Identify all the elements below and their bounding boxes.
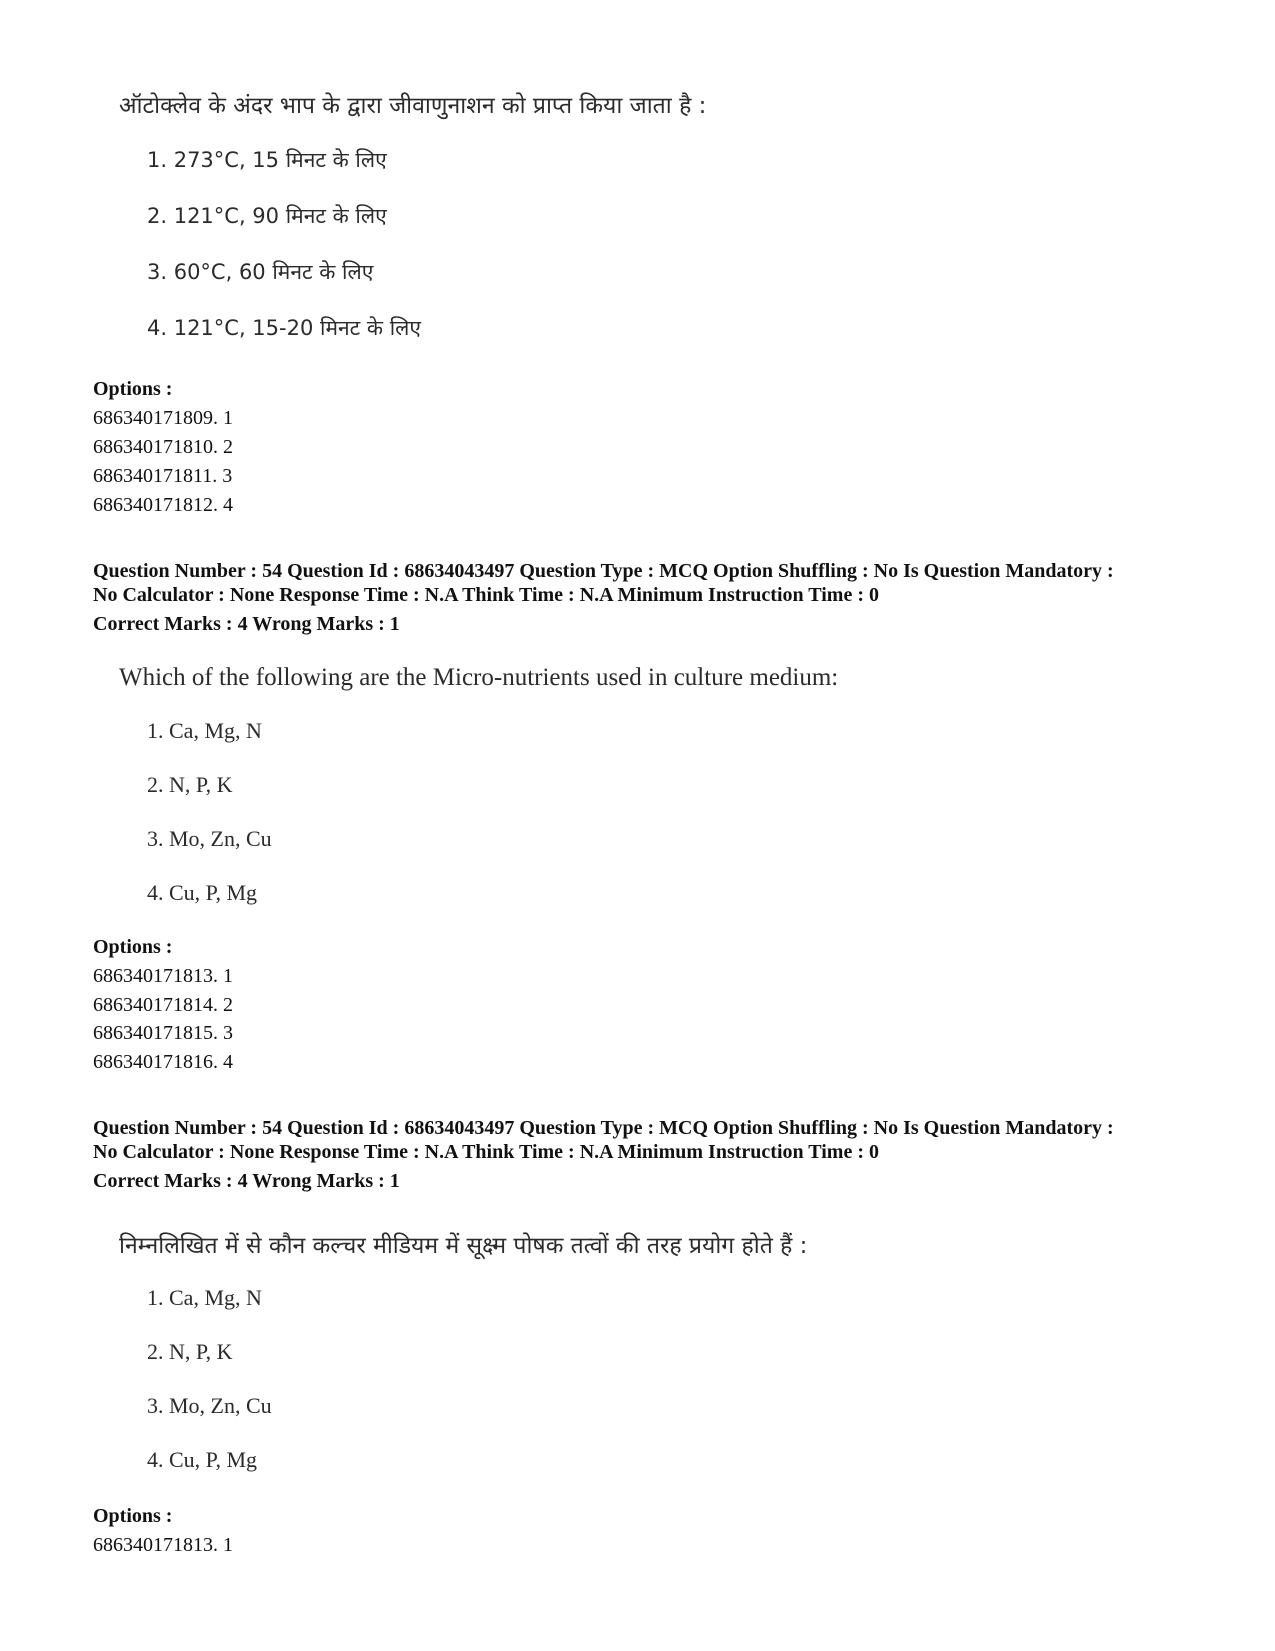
choice-2: 2. N, P, K bbox=[147, 1339, 233, 1364]
option-id: 686340171812. 4 bbox=[93, 494, 233, 516]
question-meta-line1: Question Number : 54 Question Id : 68634043497 Question Type : MCQ Option Shuffling : No Is Question Mandatory : bbox=[93, 1117, 1114, 1139]
choice-1: 1. 273°C, 15 मिनट के लिए bbox=[147, 148, 387, 172]
question-marks: Correct Marks : 4 Wrong Marks : 1 bbox=[93, 613, 400, 635]
choice-2: 2. 121°C, 90 मिनट के लिए bbox=[147, 204, 387, 228]
choice-2: 2. N, P, K bbox=[147, 772, 233, 797]
question-marks: Correct Marks : 4 Wrong Marks : 1 bbox=[93, 1170, 400, 1192]
choice-1: 1. Ca, Mg, N bbox=[147, 718, 262, 743]
choice-3: 3. 60°C, 60 मिनट के लिए bbox=[147, 260, 374, 284]
question-meta-line1: Question Number : 54 Question Id : 68634043497 Question Type : MCQ Option Shuffling : No Is Question Mandatory : bbox=[93, 560, 1114, 582]
options-label: Options : bbox=[93, 936, 173, 958]
choice-1: 1. Ca, Mg, N bbox=[147, 1285, 262, 1310]
option-id: 686340171809. 1 bbox=[93, 407, 233, 429]
choice-3: 3. Mo, Zn, Cu bbox=[147, 1393, 272, 1418]
option-id: 686340171810. 2 bbox=[93, 436, 233, 458]
option-id: 686340171815. 3 bbox=[93, 1022, 233, 1044]
question-meta-line2: No Calculator : None Response Time : N.A Think Time : N.A Minimum Instruction Time : 0 bbox=[93, 1141, 879, 1163]
choice-3: 3. Mo, Zn, Cu bbox=[147, 826, 272, 851]
question-text: निम्नलिखित में से कौन कल्चर मीडियम में सूक्ष्म पोषक तत्वों की तरह प्रयोग होते हैं : bbox=[119, 1233, 808, 1259]
question-text: ऑटोक्लेव के अंदर भाप के द्वारा जीवाणुनाशन को प्राप्त किया जाता है : bbox=[119, 93, 707, 119]
choice-4: 4. 121°C, 15-20 मिनट के लिए bbox=[147, 316, 422, 340]
options-label: Options : bbox=[93, 1505, 173, 1527]
choice-4: 4. Cu, P, Mg bbox=[147, 880, 258, 905]
choice-4: 4. Cu, P, Mg bbox=[147, 1447, 258, 1472]
options-label: Options : bbox=[93, 378, 173, 400]
option-id: 686340171811. 3 bbox=[93, 465, 233, 487]
option-id: 686340171816. 4 bbox=[93, 1051, 233, 1073]
option-id: 686340171813. 1 bbox=[93, 965, 233, 987]
question-text: Which of the following are the Micro-nutrients used in culture medium: bbox=[119, 664, 839, 691]
option-id: 686340171813. 1 bbox=[93, 1534, 233, 1556]
question-meta-line2: No Calculator : None Response Time : N.A Think Time : N.A Minimum Instruction Time : 0 bbox=[93, 584, 879, 606]
option-id: 686340171814. 2 bbox=[93, 994, 233, 1016]
